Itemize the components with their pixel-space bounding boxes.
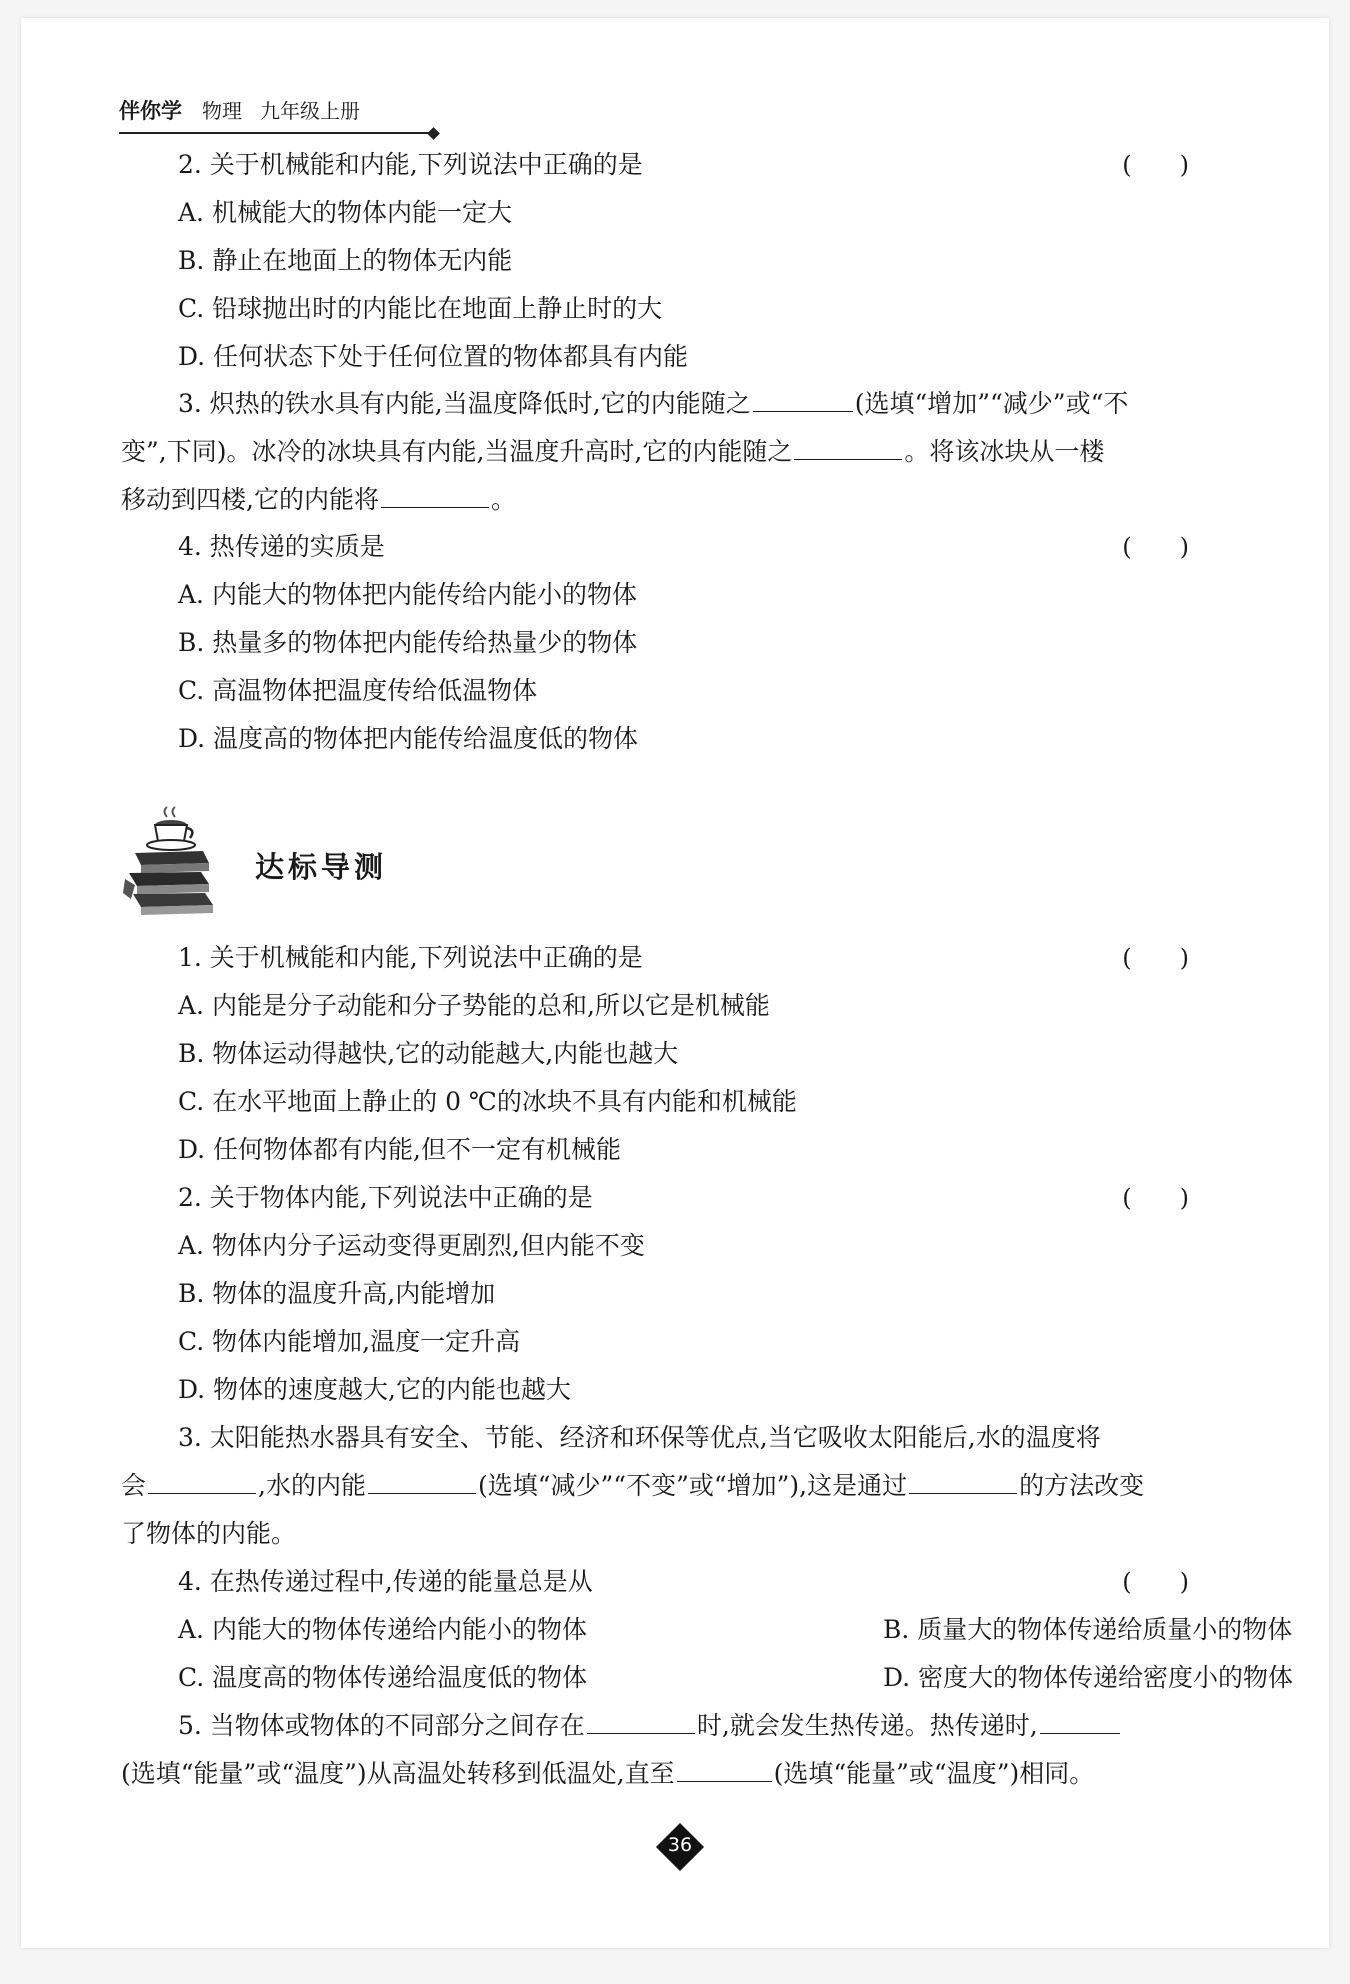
option-a: A. 内能大的物体把内能传给内能小的物体: [178, 580, 637, 609]
option-b: B. 静止在地面上的物体无内能: [178, 246, 513, 275]
option-c: C. 铅球抛出时的内能比在地面上静止时的大: [178, 294, 663, 323]
fill-question-line: [178, 1711, 1261, 1741]
option-c: C. 高温物体把温度传给低温物体: [178, 676, 538, 705]
fill-question-line: [121, 437, 1261, 467]
fill-question-line: 3. 太阳能热水器具有安全、节能、经济和环保等优点,当它吸收太阳能后,水的温度将: [178, 1423, 1101, 1452]
fill-question-line: [178, 389, 1261, 419]
question-text: 会: [121, 1471, 147, 1500]
question-text: 。将该冰块从一楼: [904, 437, 1105, 466]
option-c: C. 在水平地面上静止的 0 ℃的冰块不具有内能和机械能: [178, 1087, 797, 1116]
page: [21, 18, 1329, 1948]
question-text: (选填“增加”“减少”或“不: [854, 389, 1129, 418]
page-header: [119, 96, 431, 134]
question-text: (选填“减少”“不变”或“增加”),这是通过: [477, 1471, 908, 1500]
question-text: 的方法改变: [1019, 1471, 1145, 1500]
fill-question-line: [121, 485, 1261, 515]
question-stem: [178, 1567, 1261, 1597]
question-text: 4. 热传递的实质是: [178, 532, 385, 561]
books-coffee-icon: [121, 805, 221, 915]
answer-blank[interactable]: [381, 485, 489, 508]
fill-question-line: [121, 1759, 1261, 1789]
answer-blank[interactable]: [677, 1759, 772, 1782]
question-text: (选填“能量”或“温度”)相同。: [773, 1759, 1095, 1788]
option-a: A. 内能大的物体传递给内能小的物体: [178, 1615, 587, 1644]
answer-bracket: ( ): [1122, 944, 1189, 972]
answer-blank[interactable]: [909, 1471, 1017, 1494]
answer-bracket: ( ): [1122, 151, 1189, 179]
header-grade: 九年级上册: [260, 99, 360, 123]
fill-question-line: 了物体的内能。: [121, 1519, 297, 1548]
question-text: 5. 当物体或物体的不同部分之间存在: [178, 1711, 585, 1740]
question-text: 3. 炽热的铁水具有内能,当温度降低时,它的内能随之: [178, 389, 751, 418]
option-a: A. 机械能大的物体内能一定大: [178, 198, 512, 227]
question-stem: [178, 532, 1261, 562]
answer-blank[interactable]: [753, 389, 853, 412]
option-d: D. 密度大的物体传递给密度小的物体: [883, 1663, 1294, 1692]
answer-blank[interactable]: [1040, 1711, 1120, 1734]
header-brand: 伴你学: [119, 99, 182, 123]
question-stem: [178, 150, 1261, 180]
question-stem: [178, 1183, 1261, 1213]
section-title: 达标导测: [255, 850, 388, 884]
option-b: B. 质量大的物体传递给质量小的物体: [883, 1615, 1293, 1644]
option-d: D. 任何状态下处于任何位置的物体都具有内能: [178, 342, 689, 371]
answer-blank[interactable]: [587, 1711, 695, 1734]
question-text: 。: [490, 485, 516, 514]
question-text: (选填“能量”或“温度”)从高温处转移到低温处,直至: [121, 1759, 675, 1788]
question-stem: [178, 943, 1261, 973]
answer-blank[interactable]: [368, 1471, 476, 1494]
option-a: A. 内能是分子动能和分子势能的总和,所以它是机械能: [178, 991, 770, 1020]
option-b: B. 物体的温度升高,内能增加: [178, 1279, 496, 1308]
option-row: [178, 1663, 1294, 1693]
answer-bracket: ( ): [1122, 533, 1189, 561]
option-row: [178, 1615, 1293, 1645]
question-text: 2. 关于物体内能,下列说法中正确的是: [178, 1183, 593, 1212]
question-text: 2. 关于机械能和内能,下列说法中正确的是: [178, 150, 643, 179]
option-b: B. 热量多的物体把内能传给热量少的物体: [178, 628, 638, 657]
option-a: A. 物体内分子运动变得更剧烈,但内能不变: [178, 1231, 645, 1260]
question-text: ,水的内能: [258, 1471, 366, 1500]
option-d: D. 任何物体都有内能,但不一定有机械能: [178, 1135, 621, 1164]
option-c: C. 物体内能增加,温度一定升高: [178, 1327, 521, 1356]
question-text: 时,就会发生热传递。热传递时,: [696, 1711, 1038, 1740]
page-number: [659, 1826, 701, 1868]
fill-question-line: [121, 1471, 1261, 1501]
option-c: C. 温度高的物体传递给温度低的物体: [178, 1663, 588, 1692]
page-number-text: 36: [667, 1834, 693, 1856]
question-text: 变”,下同)。冰冷的冰块具有内能,当温度升高时,它的内能随之: [121, 437, 793, 466]
question-text: 1. 关于机械能和内能,下列说法中正确的是: [178, 943, 643, 972]
header-subject: 物理: [202, 99, 242, 123]
answer-bracket: ( ): [1122, 1184, 1189, 1212]
answer-blank[interactable]: [148, 1471, 256, 1494]
answer-blank[interactable]: [794, 437, 902, 460]
header-diamond-icon: [427, 127, 440, 140]
option-d: D. 温度高的物体把内能传给温度低的物体: [178, 724, 639, 753]
section-heading: [121, 805, 541, 915]
option-b: B. 物体运动得越快,它的动能越大,内能也越大: [178, 1039, 679, 1068]
answer-bracket: ( ): [1122, 1568, 1189, 1596]
question-text: 4. 在热传递过程中,传递的能量总是从: [178, 1567, 593, 1596]
option-d: D. 物体的速度越大,它的内能也越大: [178, 1375, 571, 1404]
question-text: 移动到四楼,它的内能将: [121, 485, 379, 514]
